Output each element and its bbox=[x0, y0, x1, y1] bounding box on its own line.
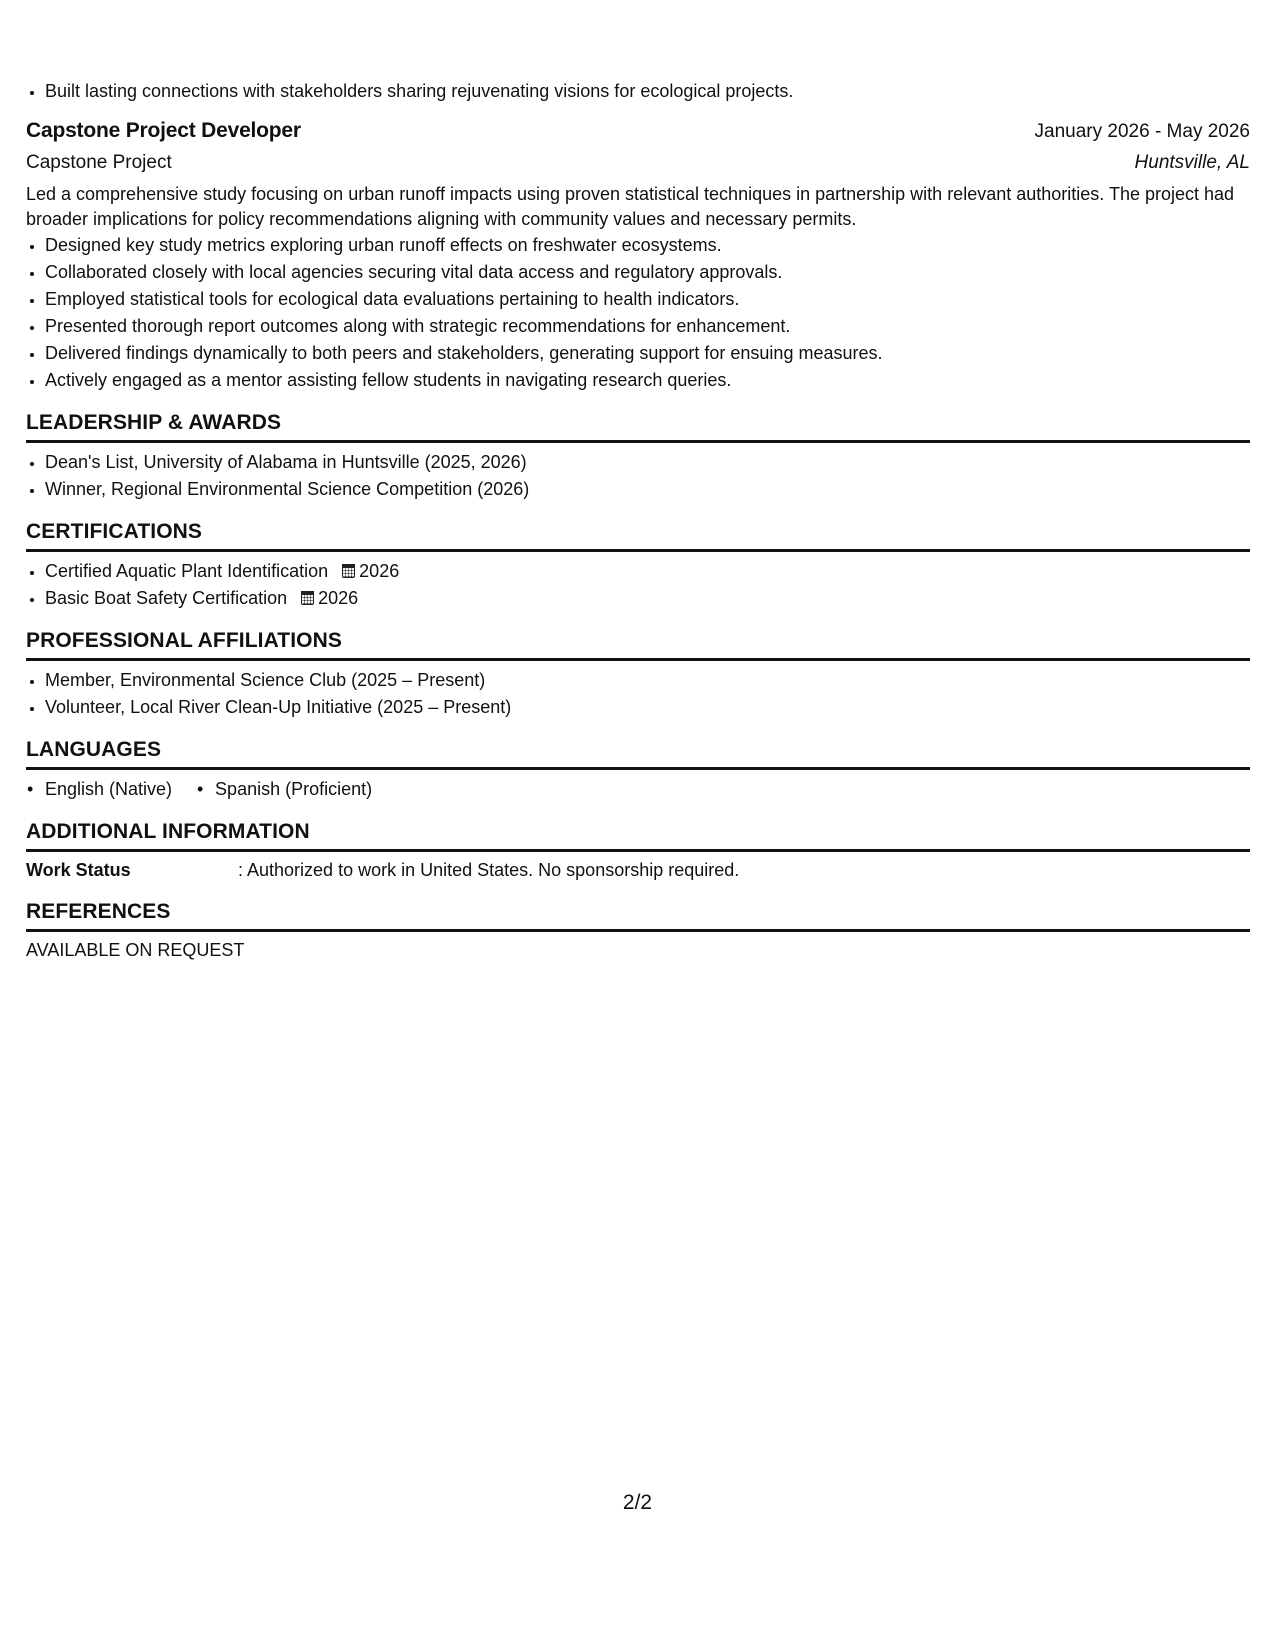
info-label: Work Status bbox=[26, 860, 131, 880]
leadership-list bbox=[26, 449, 1250, 503]
leadership-section bbox=[26, 408, 1250, 503]
affiliations-list bbox=[26, 667, 1250, 721]
certifications-list bbox=[26, 558, 1250, 612]
list-item bbox=[45, 558, 1250, 585]
info-value: : Authorized to work in United States. No sponsorship required. bbox=[238, 860, 740, 880]
section-title: LANGUAGES bbox=[26, 735, 1250, 770]
list-item: • Collaborated closely with local agencies securing vital data access and regulatory approvals. bbox=[45, 259, 1250, 286]
job-entry bbox=[26, 115, 1250, 394]
section-title: LEADERSHIP & AWARDS bbox=[26, 408, 1250, 443]
list-item: • Volunteer, Local River Clean-Up Initiative (2025 – Present) bbox=[45, 694, 1250, 721]
affiliations-section bbox=[26, 626, 1250, 721]
job-organization: Capstone Project bbox=[26, 152, 172, 173]
job-subheader bbox=[26, 148, 1250, 178]
additional-info-section bbox=[26, 817, 1250, 883]
list-item: • Delivered findings dynamically to both peers and stakeholders, generating support for ensuing measures. bbox=[45, 340, 1250, 367]
certification-year: 2026 bbox=[318, 588, 359, 608]
references-text: AVAILABLE ON REQUEST bbox=[26, 940, 245, 960]
list-item: • Spanish (Proficient) bbox=[196, 776, 372, 803]
job-location: Huntsville, AL bbox=[1134, 152, 1250, 173]
job-header bbox=[26, 115, 1250, 148]
certifications-section bbox=[26, 517, 1250, 612]
list-item: • Employed statistical tools for ecological data evaluations pertaining to health indicators. bbox=[45, 286, 1250, 313]
job-dates: January 2026 - May 2026 bbox=[1034, 121, 1250, 142]
section-title: PROFESSIONAL AFFILIATIONS bbox=[26, 626, 1250, 661]
references-section bbox=[26, 897, 1250, 963]
resume-page bbox=[26, 78, 1250, 963]
certification-name: Certified Aquatic Plant Identification bbox=[45, 561, 329, 581]
section-title: CERTIFICATIONS bbox=[26, 517, 1250, 552]
list-item: • Built lasting connections with stakeholders sharing rejuvenating visions for ecological projects. bbox=[45, 78, 1250, 105]
calendar-icon bbox=[342, 564, 355, 578]
page-number: 2/2 bbox=[622, 1491, 653, 1514]
certification-name: Basic Boat Safety Certification bbox=[45, 588, 288, 608]
list-item: • Winner, Regional Environmental Science Competition (2026) bbox=[45, 476, 1250, 503]
list-item: • English (Native) bbox=[26, 776, 172, 803]
job-bullets bbox=[26, 232, 1250, 394]
previous-job-bullets bbox=[26, 78, 1250, 105]
job-description: Led a comprehensive study focusing on urban runoff impacts using proven statistical techniques in partnership with relevant authorities. The project had broader implications for policy recommendations aligning with community values and necessary permits. bbox=[26, 184, 1235, 229]
list-item bbox=[45, 585, 1250, 612]
list-item: • Member, Environmental Science Club (2025 – Present) bbox=[45, 667, 1250, 694]
work-status-row bbox=[26, 858, 1250, 883]
list-item: • Designed key study metrics exploring urban runoff effects on freshwater ecosystems. bbox=[45, 232, 1250, 259]
job-title: Capstone Project Developer bbox=[26, 119, 301, 142]
list-item: • Dean's List, University of Alabama in Huntsville (2025, 2026) bbox=[45, 449, 1250, 476]
list-item: • Presented thorough report outcomes along with strategic recommendations for enhancement. bbox=[45, 313, 1250, 340]
section-title: ADDITIONAL INFORMATION bbox=[26, 817, 1250, 852]
languages-section bbox=[26, 735, 1250, 803]
list-item: • Actively engaged as a mentor assisting fellow students in navigating research queries. bbox=[45, 367, 1250, 394]
languages-list bbox=[26, 776, 1250, 803]
calendar-icon bbox=[301, 591, 314, 605]
certification-year: 2026 bbox=[359, 561, 400, 581]
section-title: REFERENCES bbox=[26, 897, 1250, 932]
